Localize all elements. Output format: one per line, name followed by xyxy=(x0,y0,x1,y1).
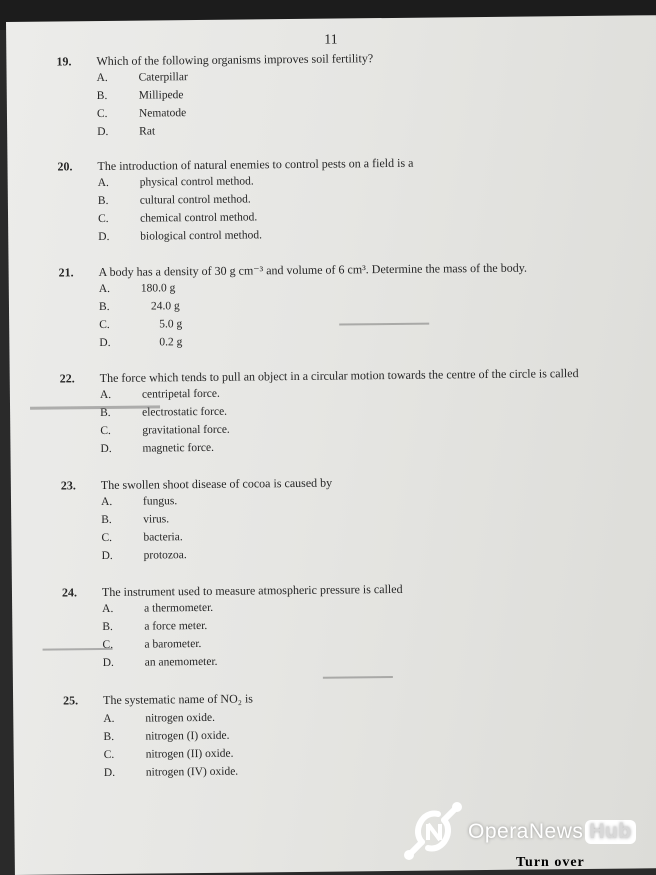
question-text: The systematic name of NO₂ is xyxy=(103,691,253,708)
option-text: a force meter. xyxy=(144,619,208,633)
option-text: Caterpillar xyxy=(138,71,188,84)
option-text: fungus. xyxy=(142,495,178,508)
turn-over-text: Turn over xyxy=(516,855,585,870)
option-letter: C. xyxy=(98,212,109,226)
option-letter: B. xyxy=(100,406,111,420)
question-number: 25. xyxy=(63,693,79,708)
question-19 xyxy=(6,48,646,139)
option-text: 0.2 g xyxy=(159,336,183,349)
option-text: protozoa. xyxy=(143,549,187,562)
print-smudge xyxy=(339,323,429,326)
question-number: 24. xyxy=(61,585,78,600)
question-number: 21. xyxy=(58,265,74,280)
option-letter: B. xyxy=(97,194,109,208)
option-text: chemical control method. xyxy=(140,211,258,225)
option-letter: C. xyxy=(101,531,113,545)
option-letter: A. xyxy=(96,71,108,85)
question-number: 22. xyxy=(59,371,75,386)
option-text: bacteria. xyxy=(143,531,183,544)
option-letter: C. xyxy=(102,638,114,652)
question-text: A body has a density of 30 g cm⁻³ and volume of 6 cm³. Determine the mass of the body. xyxy=(98,260,528,280)
option-letter: B. xyxy=(103,730,115,744)
question-25 xyxy=(13,687,653,780)
option-text: cultural control method. xyxy=(139,193,251,207)
question-text: The force which tends to pull an object in a circular motion towards the centre of the circle is called xyxy=(99,366,579,386)
option-letter: A. xyxy=(99,388,112,402)
option-letter: A. xyxy=(102,602,114,616)
option-text: physical control method. xyxy=(139,175,254,189)
question-24 xyxy=(12,579,652,670)
opera-news-logo-icon xyxy=(398,796,468,866)
option-letter: A. xyxy=(103,712,115,726)
option-letter: B. xyxy=(98,300,110,314)
question-text: The instrument used to measure atmospheric pressure is called xyxy=(101,581,403,600)
question-20 xyxy=(7,153,647,244)
option-letter: C. xyxy=(100,424,111,438)
option-letter: D. xyxy=(102,656,114,670)
option-text: 5.0 g xyxy=(159,318,183,331)
option-text: magnetic force. xyxy=(142,441,215,455)
question-number: 19. xyxy=(56,54,72,69)
option-text: centripetal force. xyxy=(141,387,220,401)
question-number: 20. xyxy=(57,159,73,174)
question-number: 23. xyxy=(60,478,76,493)
option-text: Nematode xyxy=(138,107,187,120)
question-21 xyxy=(9,259,649,350)
option-text: 24.0 g xyxy=(150,300,180,313)
question-text: Which of the following organisms improves soil fertility? xyxy=(96,51,374,69)
option-text: electrostatic force. xyxy=(142,405,228,419)
option-text: a thermometer. xyxy=(144,601,214,615)
page-number: 11 xyxy=(324,32,338,48)
option-letter: A. xyxy=(97,176,109,190)
option-letter: A. xyxy=(100,495,113,509)
option-letter: D. xyxy=(97,125,109,139)
print-smudge xyxy=(323,676,393,679)
print-smudge xyxy=(30,405,160,409)
question-23 xyxy=(11,472,651,563)
opera-news-hub-watermark xyxy=(398,796,648,866)
option-text: virus. xyxy=(143,513,170,526)
option-letter: D. xyxy=(100,442,112,456)
option-text: Millipede xyxy=(138,89,184,102)
option-text: nitrogen (II) oxide. xyxy=(145,747,234,761)
watermark-label xyxy=(468,820,636,844)
option-text: nitrogen (I) oxide. xyxy=(145,729,230,743)
option-letter: D. xyxy=(103,766,116,780)
watermark-hub-badge: Hub xyxy=(585,820,635,844)
option-text: biological control method. xyxy=(140,229,262,243)
option-text: gravitational force. xyxy=(142,423,230,437)
option-letter: B. xyxy=(101,513,112,527)
option-letter: A. xyxy=(98,282,111,296)
option-letter: C. xyxy=(103,748,115,762)
option-text: nitrogen (IV) oxide. xyxy=(145,765,239,779)
option-letter: C. xyxy=(99,318,110,332)
option-letter: B. xyxy=(96,89,108,103)
option-text: an anemometer. xyxy=(144,655,218,669)
option-text: a barometer. xyxy=(144,637,202,651)
option-letter: B. xyxy=(102,620,113,634)
option-letter: D. xyxy=(99,336,111,350)
question-text: The introduction of natural enemies to control pests on a field is a xyxy=(97,155,414,174)
option-letter: D. xyxy=(101,549,113,563)
option-text: Rat xyxy=(139,125,156,138)
option-letter: C. xyxy=(96,107,108,121)
watermark-text: OperaNews xyxy=(468,820,584,843)
question-text: The swollen shoot disease of cocoa is caused by xyxy=(100,475,333,493)
exam-page xyxy=(6,15,656,875)
option-text: nitrogen oxide. xyxy=(145,711,215,725)
question-22 xyxy=(10,365,650,456)
option-text: 180.0 g xyxy=(140,282,176,295)
option-letter: D. xyxy=(98,230,110,244)
